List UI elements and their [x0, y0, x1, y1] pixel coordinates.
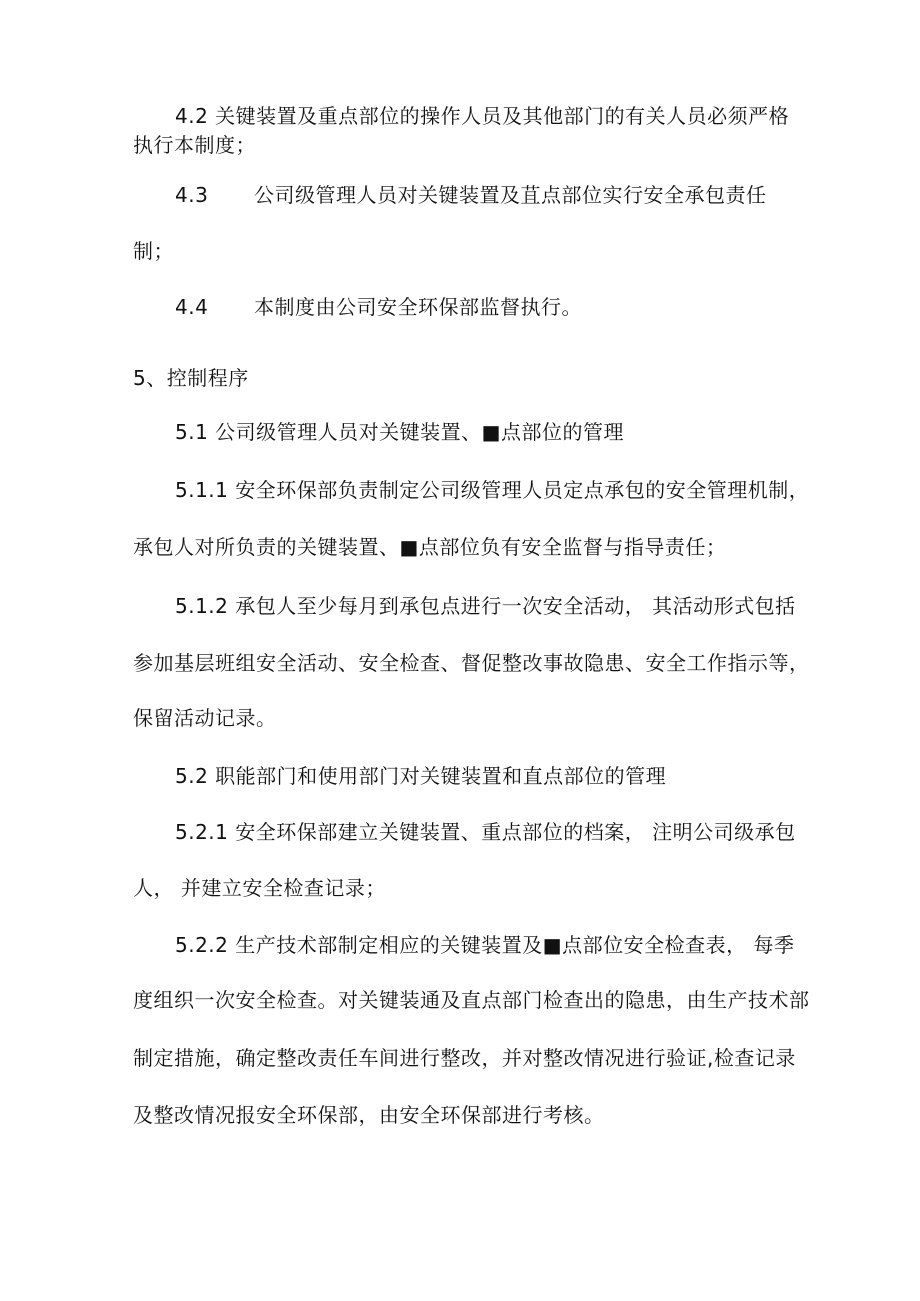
para-5-2-1-line-2: 人， 并建立安全检查记录； [133, 876, 386, 900]
para-5-1-2-line-2: 参加基层班组安全活动、安全检查、督促整改事故隐患、安全工作指示等， [133, 651, 810, 675]
para-5-2-2-line-2: 度组织一次安全检查。对关键装通及直点部门检查出的隐患，由生产技术部 [133, 988, 810, 1012]
para-5-2-2-line-1: 5.2.2 生产技术部制定相应的关键装置及■点部位安全检查表， 每季 [175, 933, 795, 957]
para-5-2-1-line-1: 5.2.1 安全环保部建立关键装置、重点部位的档案， 注明公司级承包 [175, 820, 796, 844]
para-4-2-line-1: 4.2 关键装置及重点部位的操作人员及其他部门的有关人员必须严格 [175, 104, 790, 128]
para-5-1-heading: 5.1 公司级管理人员对关键装置、■点部位的管理 [175, 420, 625, 444]
para-4-3-line-2: 制； [133, 239, 174, 263]
para-5-1-2-line-3: 保留活动记录。 [133, 706, 277, 730]
para-4-3-line-1: 公司级管理人员对关键装置及苴点部位实行安全承包责任 [254, 183, 767, 207]
para-4-2-line-2: 执行本制度； [133, 133, 256, 157]
para-5-1-1-line-1: 5.1.1 安全环保部负责制定公司级管理人员定点承包的安全管理机制， [175, 478, 810, 502]
para-4-4-number: 4.4 [175, 295, 209, 319]
para-5-1-1-line-2: 承包人对所负责的关键装置、■点部位负有安全监督与指导责任； [133, 535, 727, 559]
para-4-4-text: 本制度由公司安全环保部监督执行。 [254, 295, 582, 319]
para-4-3-number: 4.3 [175, 183, 209, 207]
para-5-1-2-line-1: 5.1.2 承包人至少每月到承包点进行一次安全活动， 其活动形式包括 [175, 594, 796, 618]
para-5-2-2-line-3: 制定措施，确定整改责任车间进行整改，并对整改情况进行验证,检查记录 [133, 1046, 796, 1070]
section-5-heading: 5、控制程序 [133, 366, 249, 390]
para-5-2-heading: 5.2 职能部门和使用部门对关键装置和直点部位的管理 [175, 764, 667, 788]
para-5-2-2-line-4: 及整改情况报安全环保部，由安全环保部进行考核。 [133, 1103, 605, 1127]
